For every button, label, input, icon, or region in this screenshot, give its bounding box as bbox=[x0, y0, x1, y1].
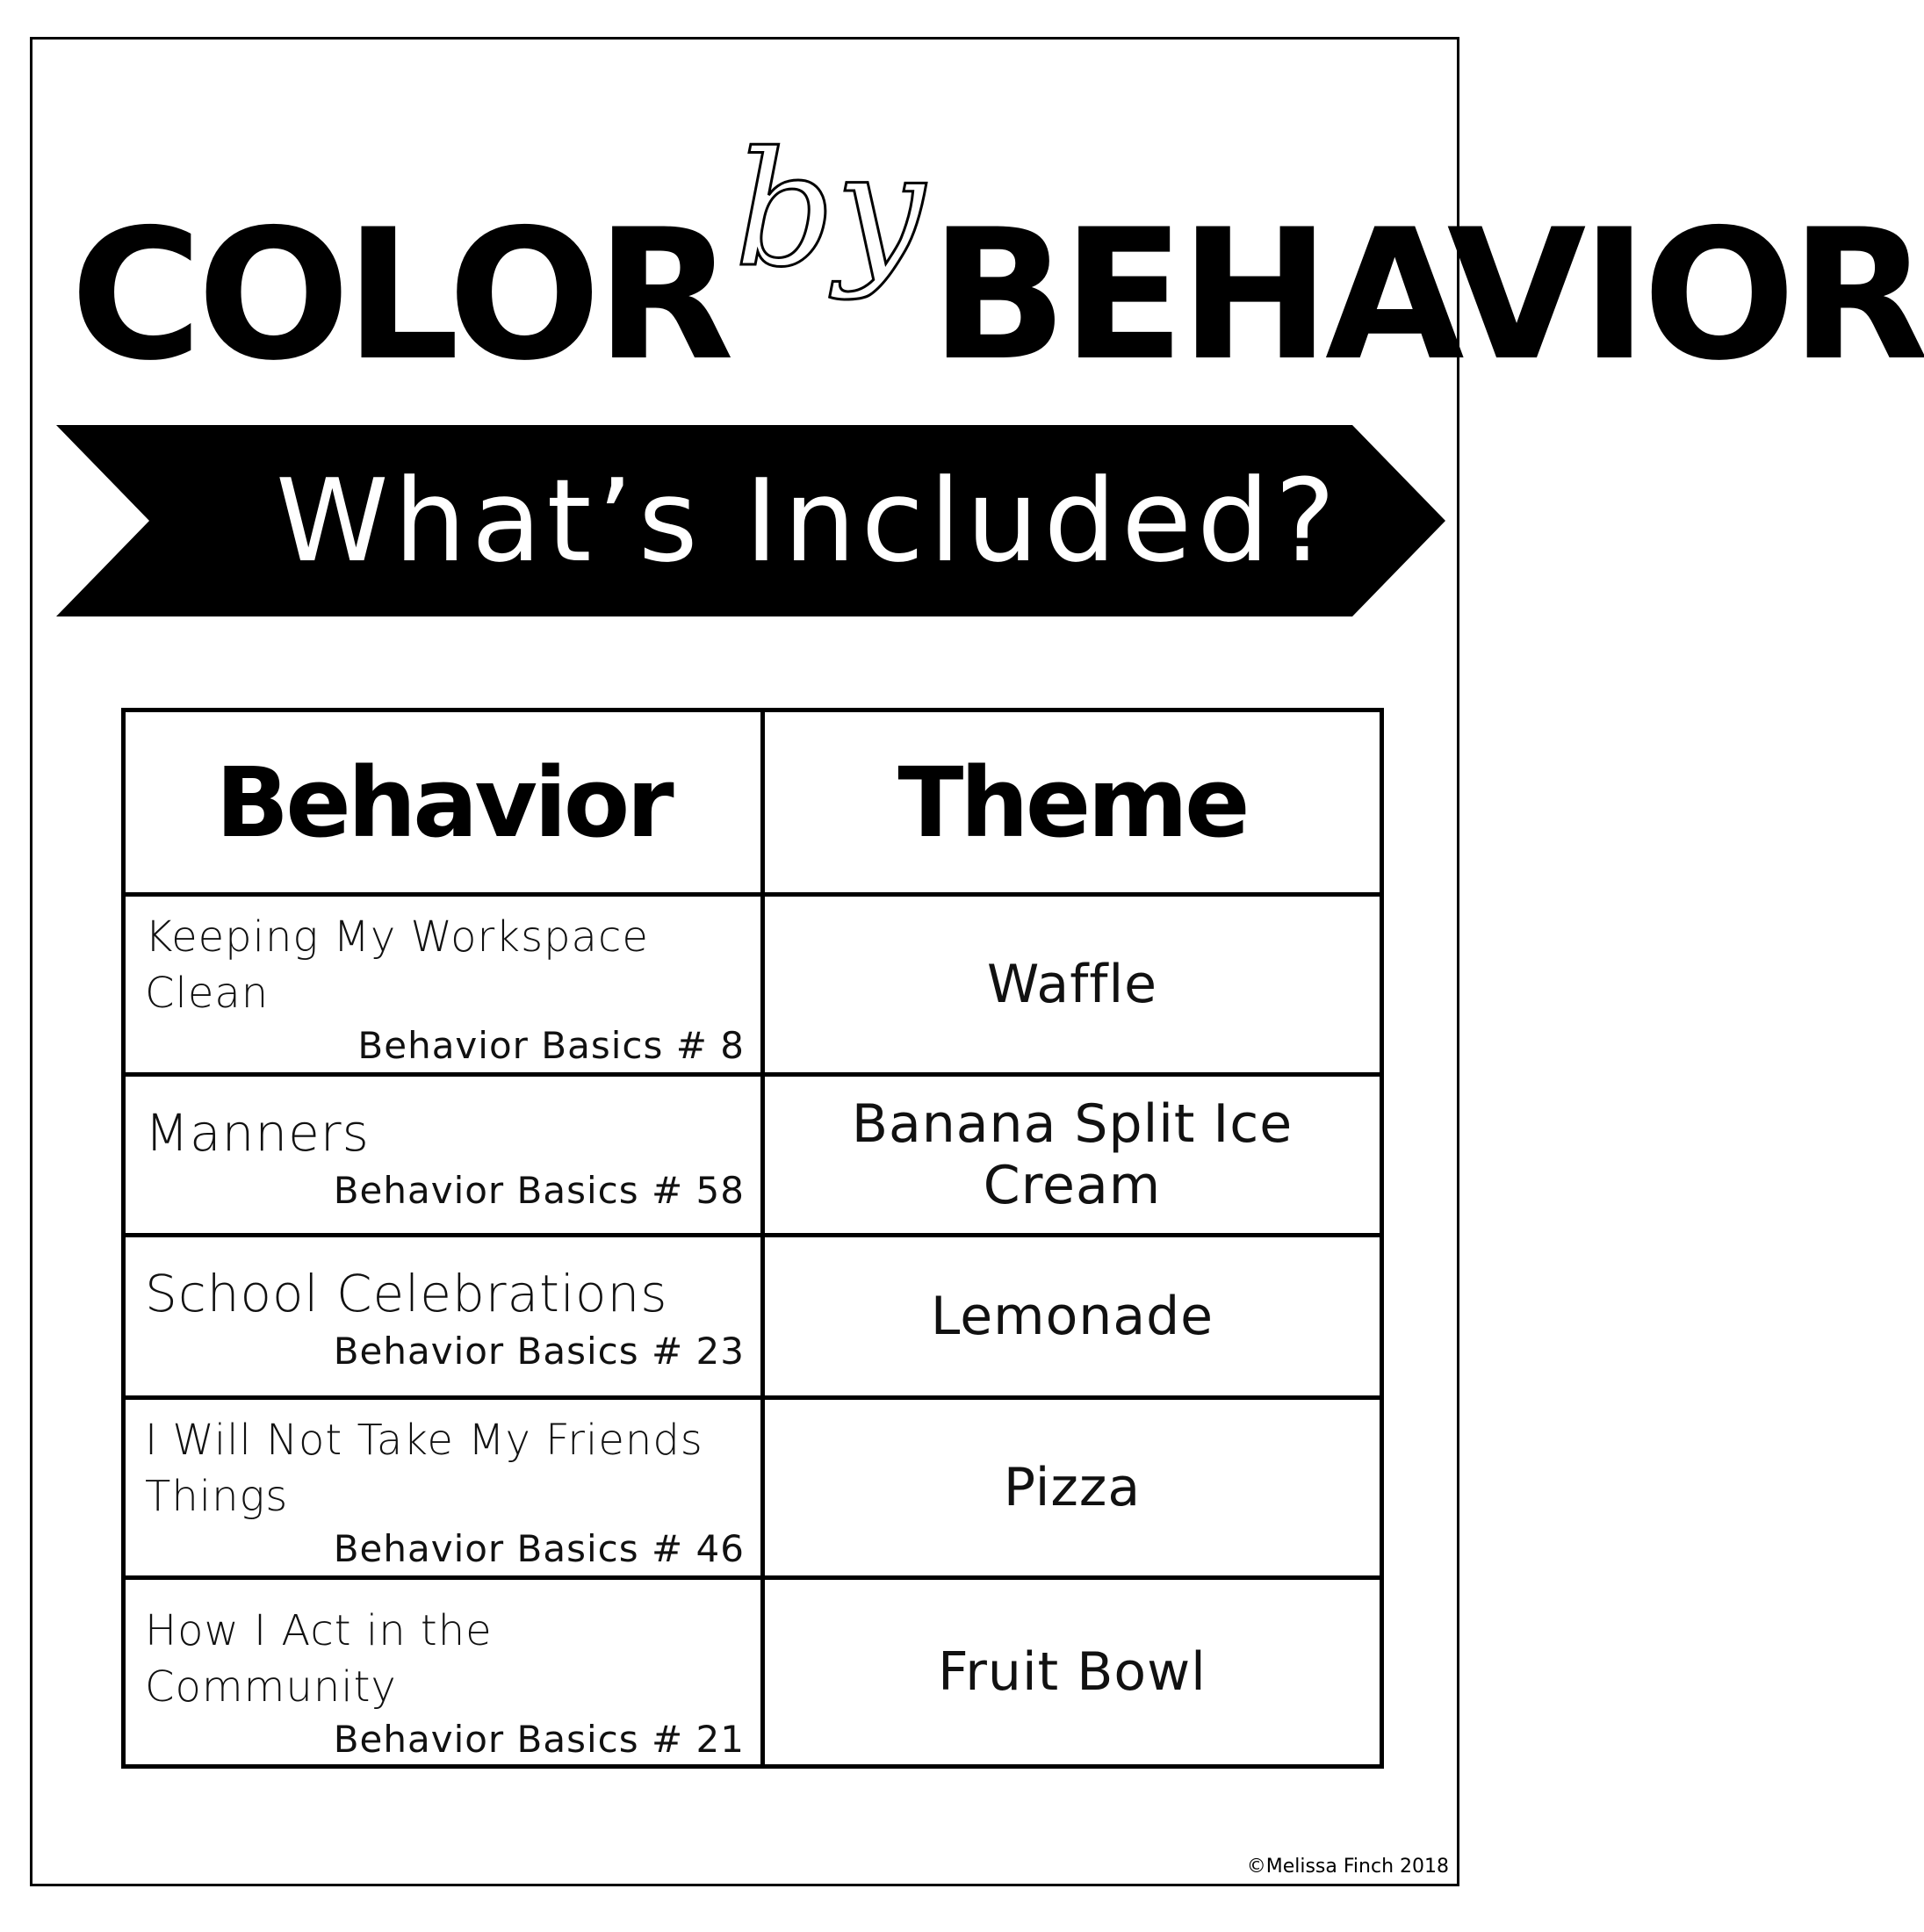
theme-cell: Pizza bbox=[762, 1398, 1381, 1578]
theme-cell: Lemonade bbox=[762, 1236, 1381, 1398]
behavior-cell bbox=[124, 1398, 763, 1578]
behavior-cell bbox=[124, 1578, 763, 1767]
behavior-basics: Behavior Basics # 23 bbox=[333, 1330, 745, 1373]
table-row bbox=[124, 1075, 1382, 1236]
included-table bbox=[121, 708, 1384, 1769]
section-banner bbox=[56, 425, 1445, 616]
table-row bbox=[124, 1578, 1382, 1767]
theme-cell: Fruit Bowl bbox=[762, 1578, 1381, 1767]
header-theme: Theme bbox=[762, 710, 1381, 895]
table-row bbox=[124, 895, 1382, 1075]
table-header-row bbox=[124, 710, 1382, 895]
behavior-name: I Will Not Take My Friends Things bbox=[145, 1416, 703, 1521]
behavior-name: School Celebrations bbox=[145, 1264, 668, 1323]
behavior-basics: Behavior Basics # 58 bbox=[333, 1169, 745, 1212]
behavior-cell bbox=[124, 1236, 763, 1398]
table-row bbox=[124, 1398, 1382, 1578]
title-color: COLOR bbox=[70, 191, 730, 400]
behavior-basics: Behavior Basics # 46 bbox=[333, 1527, 745, 1570]
copyright-notice: ©Melissa Finch 2018 bbox=[1246, 1856, 1449, 1878]
behavior-name: Manners bbox=[145, 1103, 370, 1163]
theme-cell: Waffle bbox=[762, 895, 1381, 1075]
theme-cell: Banana Split Ice Cream bbox=[762, 1075, 1381, 1236]
page-title bbox=[70, 119, 1924, 400]
behavior-basics: Behavior Basics # 8 bbox=[357, 1024, 745, 1067]
behavior-name: Keeping My Workspace Clean bbox=[145, 912, 649, 1018]
behavior-name: How I Act in the Community bbox=[145, 1606, 493, 1712]
behavior-cell bbox=[124, 1075, 763, 1236]
title-behavior: BEHAVIOR bbox=[930, 191, 1924, 400]
title-by: by bbox=[734, 119, 926, 302]
header-behavior: Behavior bbox=[124, 710, 763, 895]
behavior-cell bbox=[124, 895, 763, 1075]
behavior-basics: Behavior Basics # 21 bbox=[333, 1718, 745, 1761]
table-row bbox=[124, 1236, 1382, 1398]
banner-heading: What’s Included? bbox=[276, 454, 1341, 588]
